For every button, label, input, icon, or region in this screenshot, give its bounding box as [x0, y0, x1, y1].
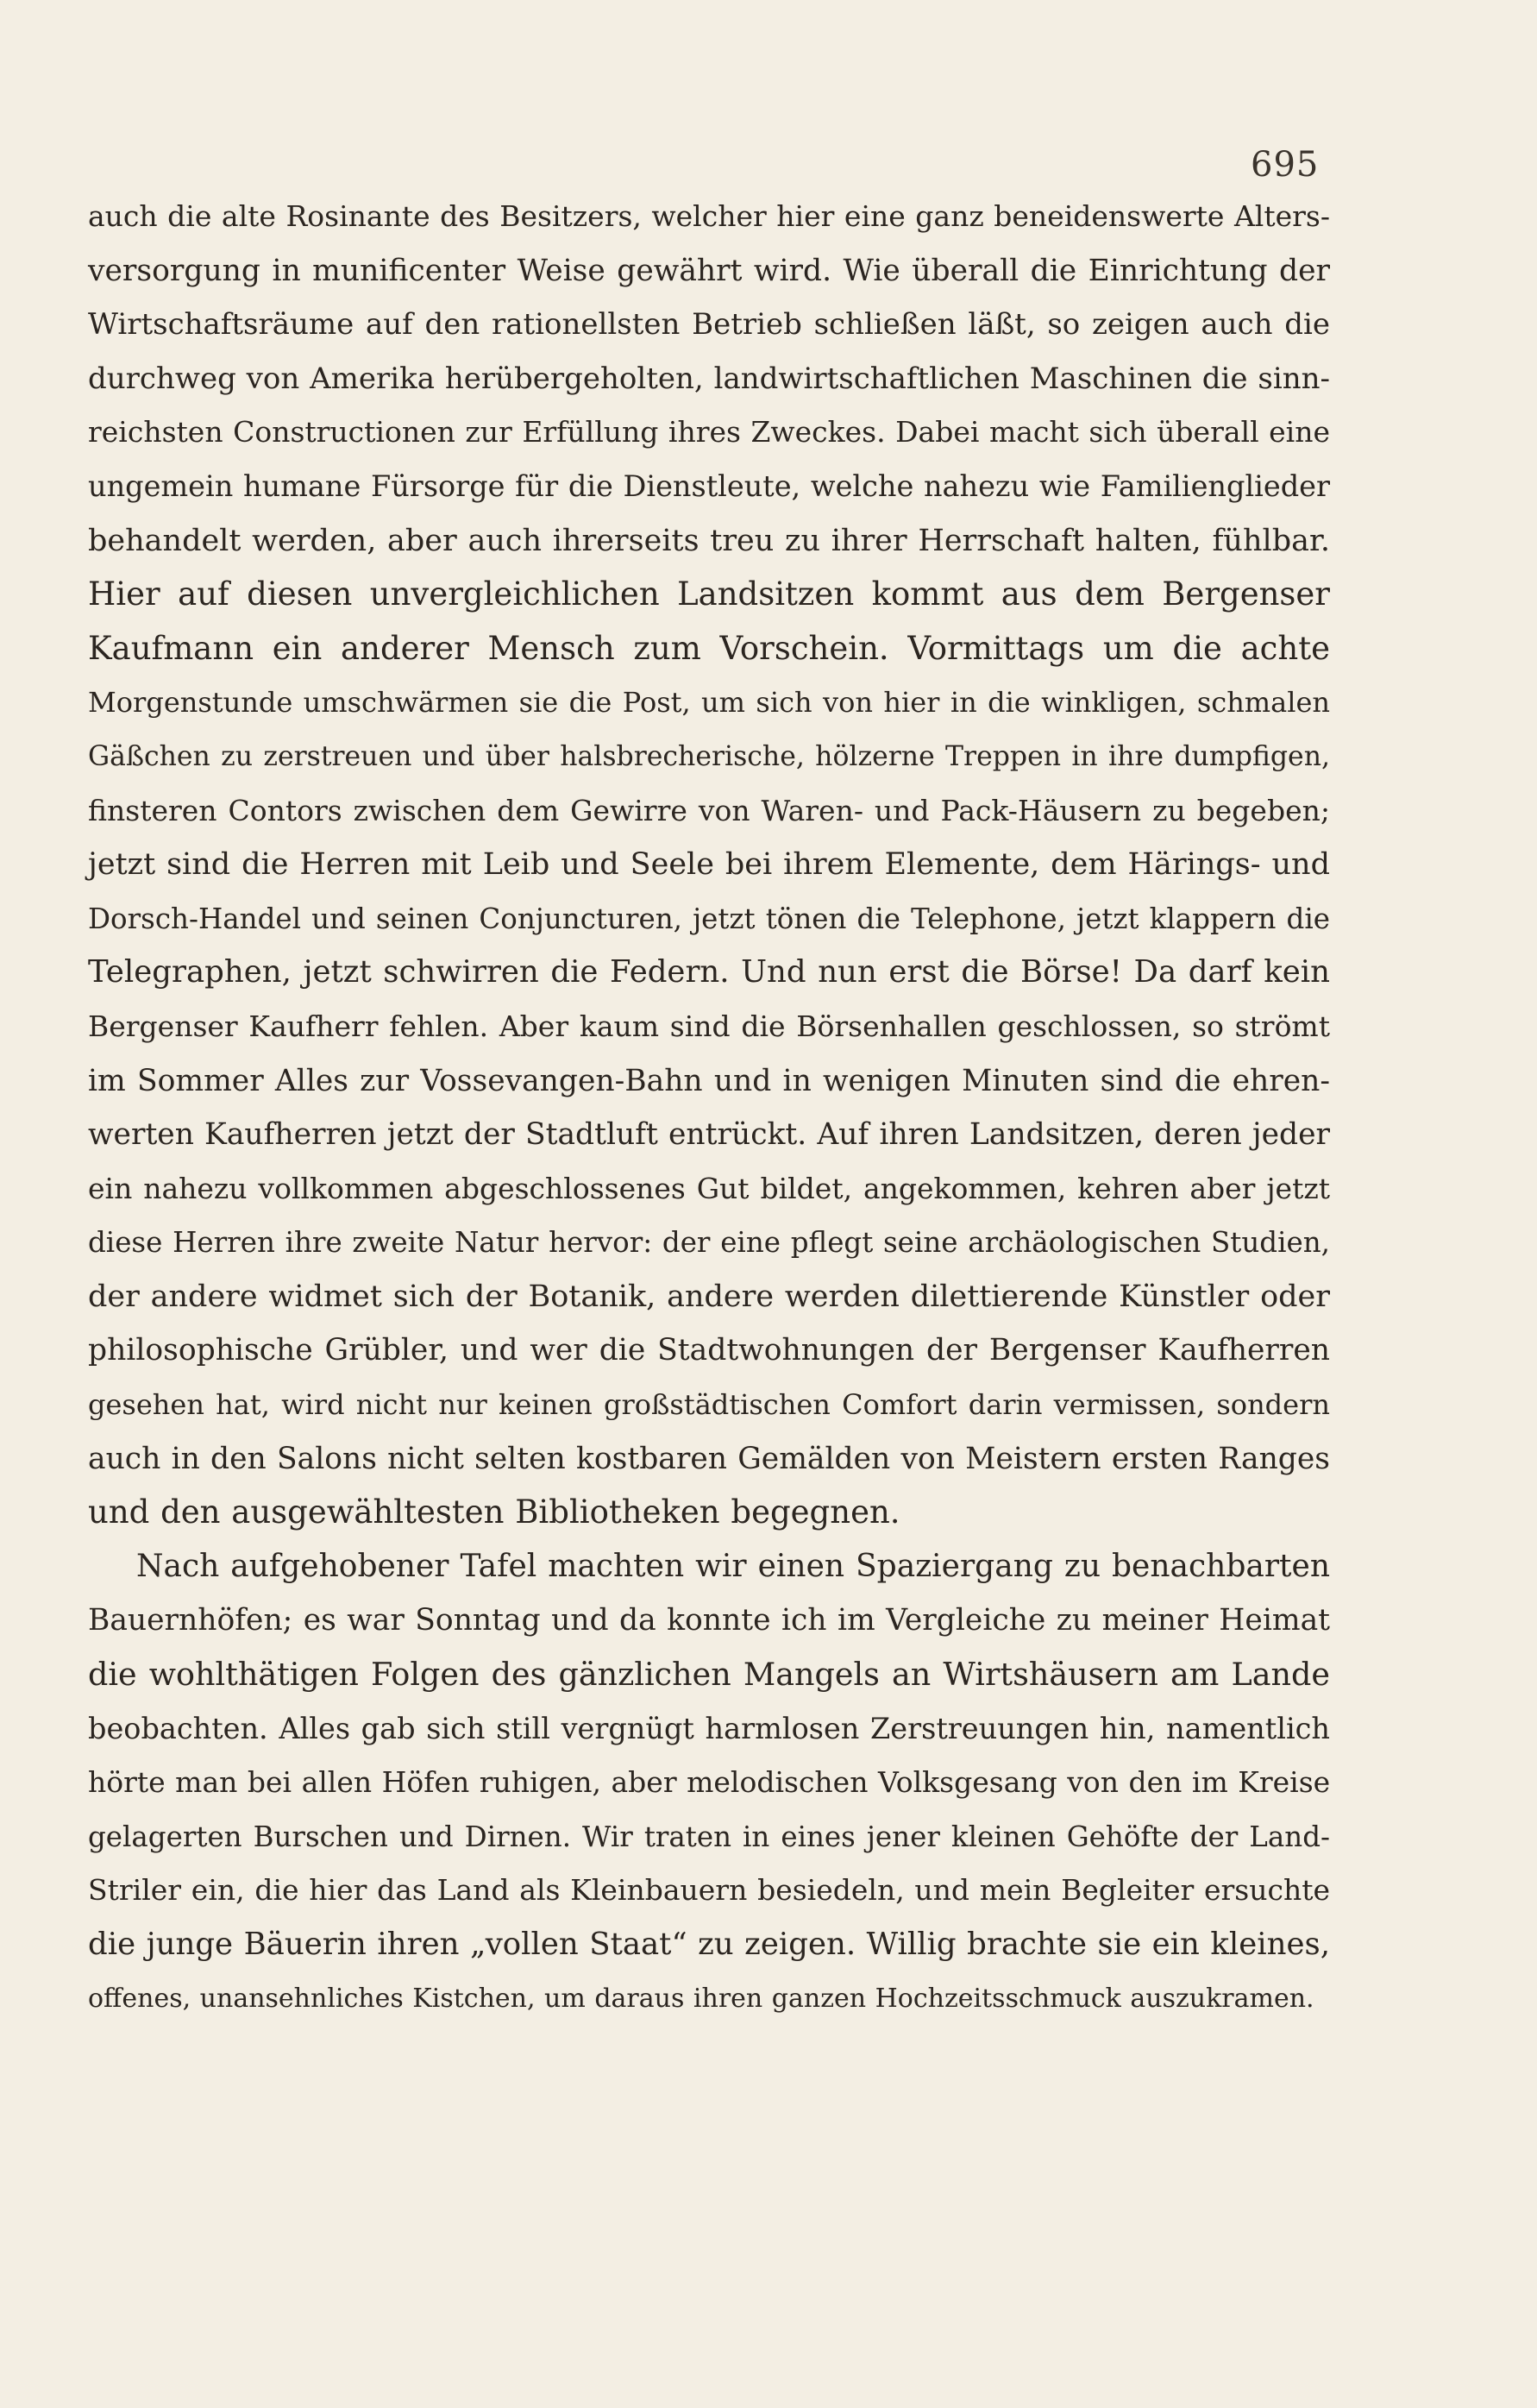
- text-line: Kaufmann ein anderer Mensch zum Vorschein. Vormittags um die achte: [88, 629, 1330, 667]
- text-line: Striler ein, die hier das Land als Kleinbauern besiedeln, und mein Begleiter ersuchte: [88, 1873, 1330, 1908]
- text-line: die wohlthätigen Folgen des gänzlichen Mangels an Wirtshäusern am Lande: [88, 1656, 1330, 1694]
- text-line: und den ausgewähltesten Bibliotheken begegnen.: [88, 1493, 900, 1531]
- text-line: der andere widmet sich der Botanik, andere werden dilettierende Künstler oder: [88, 1279, 1330, 1314]
- text-line: gesehen hat, wird nicht nur keinen großstädtischen Comfort darin vermissen, sondern: [88, 1388, 1330, 1422]
- text-line: Morgenstunde umschwärmen sie die Post, um sich von hier in die winkligen, schmalen: [88, 686, 1330, 720]
- text-line: auch die alte Rosinante des Besitzers, welcher hier eine ganz beneidenswerte Alters-: [88, 199, 1330, 233]
- text-line: Bauernhöfen; es war Sonntag und da konnte ich im Vergleiche zu meiner Heimat: [88, 1603, 1330, 1638]
- text-line: durchweg von Amerika herübergeholten, landwirtschaftlichen Maschinen die sinn-: [88, 361, 1330, 396]
- text-line: philosophische Grübler, und wer die Stadtwohnungen der Bergenser Kaufherren: [88, 1333, 1330, 1368]
- body-text: [88, 190, 1330, 2026]
- text-line: ein nahezu vollkommen abgeschlossenes Gut bildet, angekommen, kehren aber jetzt: [88, 1171, 1330, 1205]
- text-line: gelagerten Burschen und Dirnen. Wir traten in eines jener kleinen Gehöfte der Land-: [88, 1820, 1330, 1853]
- text-line: jetzt sind die Herren mit Leib und Seele bei ihrem Elemente, dem Härings- und: [88, 847, 1330, 883]
- text-line: hörte man bei allen Höfen ruhigen, aber melodischen Volksgesang von den im Kreise: [88, 1765, 1331, 1800]
- page-number: 695: [1251, 145, 1320, 185]
- text-line: Telegraphen, jetzt schwirren die Federn. Und nun erst die Börse! Da darf kein: [88, 954, 1330, 990]
- text-line: im Sommer Alles zur Vossevangen-Bahn und in wenigen Minuten sind die ehren-: [88, 1063, 1330, 1098]
- text-line: offenes, unansehnliches Kistchen, um daraus ihren ganzen Hochzeitsschmuck auszukramen.: [88, 1983, 1314, 2014]
- text-line: versorgung in munificenter Weise gewährt wird. Wie überall die Einrichtung der: [88, 253, 1330, 288]
- text-line: Dorsch-Handel und seinen Conjuncturen, jetzt tönen die Telephone, jetzt klappern die: [88, 902, 1330, 935]
- text-line: Wirtschaftsräume auf den rationellsten Betrieb schließen läßt, so zeigen auch die: [88, 307, 1330, 343]
- text-line: finsteren Contors zwischen dem Gewirre von Waren- und Pack-Häusern zu begeben;: [88, 793, 1330, 827]
- text-line: die junge Bäuerin ihren „vollen Staat“ zu zeigen. Willig brachte sie ein kleines,: [88, 1927, 1330, 1962]
- text-line: Bergenser Kaufherr fehlen. Aber kaum sind die Börsenhallen geschlossen, so strömt: [88, 1009, 1330, 1043]
- text-line: ungemein humane Fürsorge für die Dienstleute, welche nahezu wie Familienglieder: [88, 468, 1330, 503]
- text-line: beobachten. Alles gab sich still vergnügt harmlosen Zerstreuungen hin, namentlich: [88, 1711, 1330, 1745]
- text-line: auch in den Salons nicht selten kostbaren Gemälden von Meistern ersten Ranges: [88, 1441, 1330, 1476]
- text-line: reichsten Constructionen zur Erfüllung ihres Zweckes. Dabei macht sich überall eine: [88, 415, 1330, 450]
- text-line: Hier auf diesen unvergleichlichen Landsitzen kommt aus dem Bergenser: [88, 575, 1330, 613]
- text-line: Nach aufgehobener Tafel machten wir einen Spaziergang zu benachbarten: [136, 1548, 1330, 1584]
- text-line: diese Herren ihre zweite Natur hervor: der eine pflegt seine archäologischen Studien,: [88, 1226, 1330, 1260]
- text-line: werten Kaufherren jetzt der Stadtluft entrückt. Auf ihren Landsitzen, deren jeder: [88, 1117, 1330, 1153]
- text-line: Gäßchen zu zerstreuen und über halsbrecherische, hölzerne Treppen in ihre dumpfigen,: [88, 740, 1330, 772]
- text-line: behandelt werden, aber auch ihrerseits treu zu ihrer Herrschaft halten, fühlbar.: [88, 523, 1330, 558]
